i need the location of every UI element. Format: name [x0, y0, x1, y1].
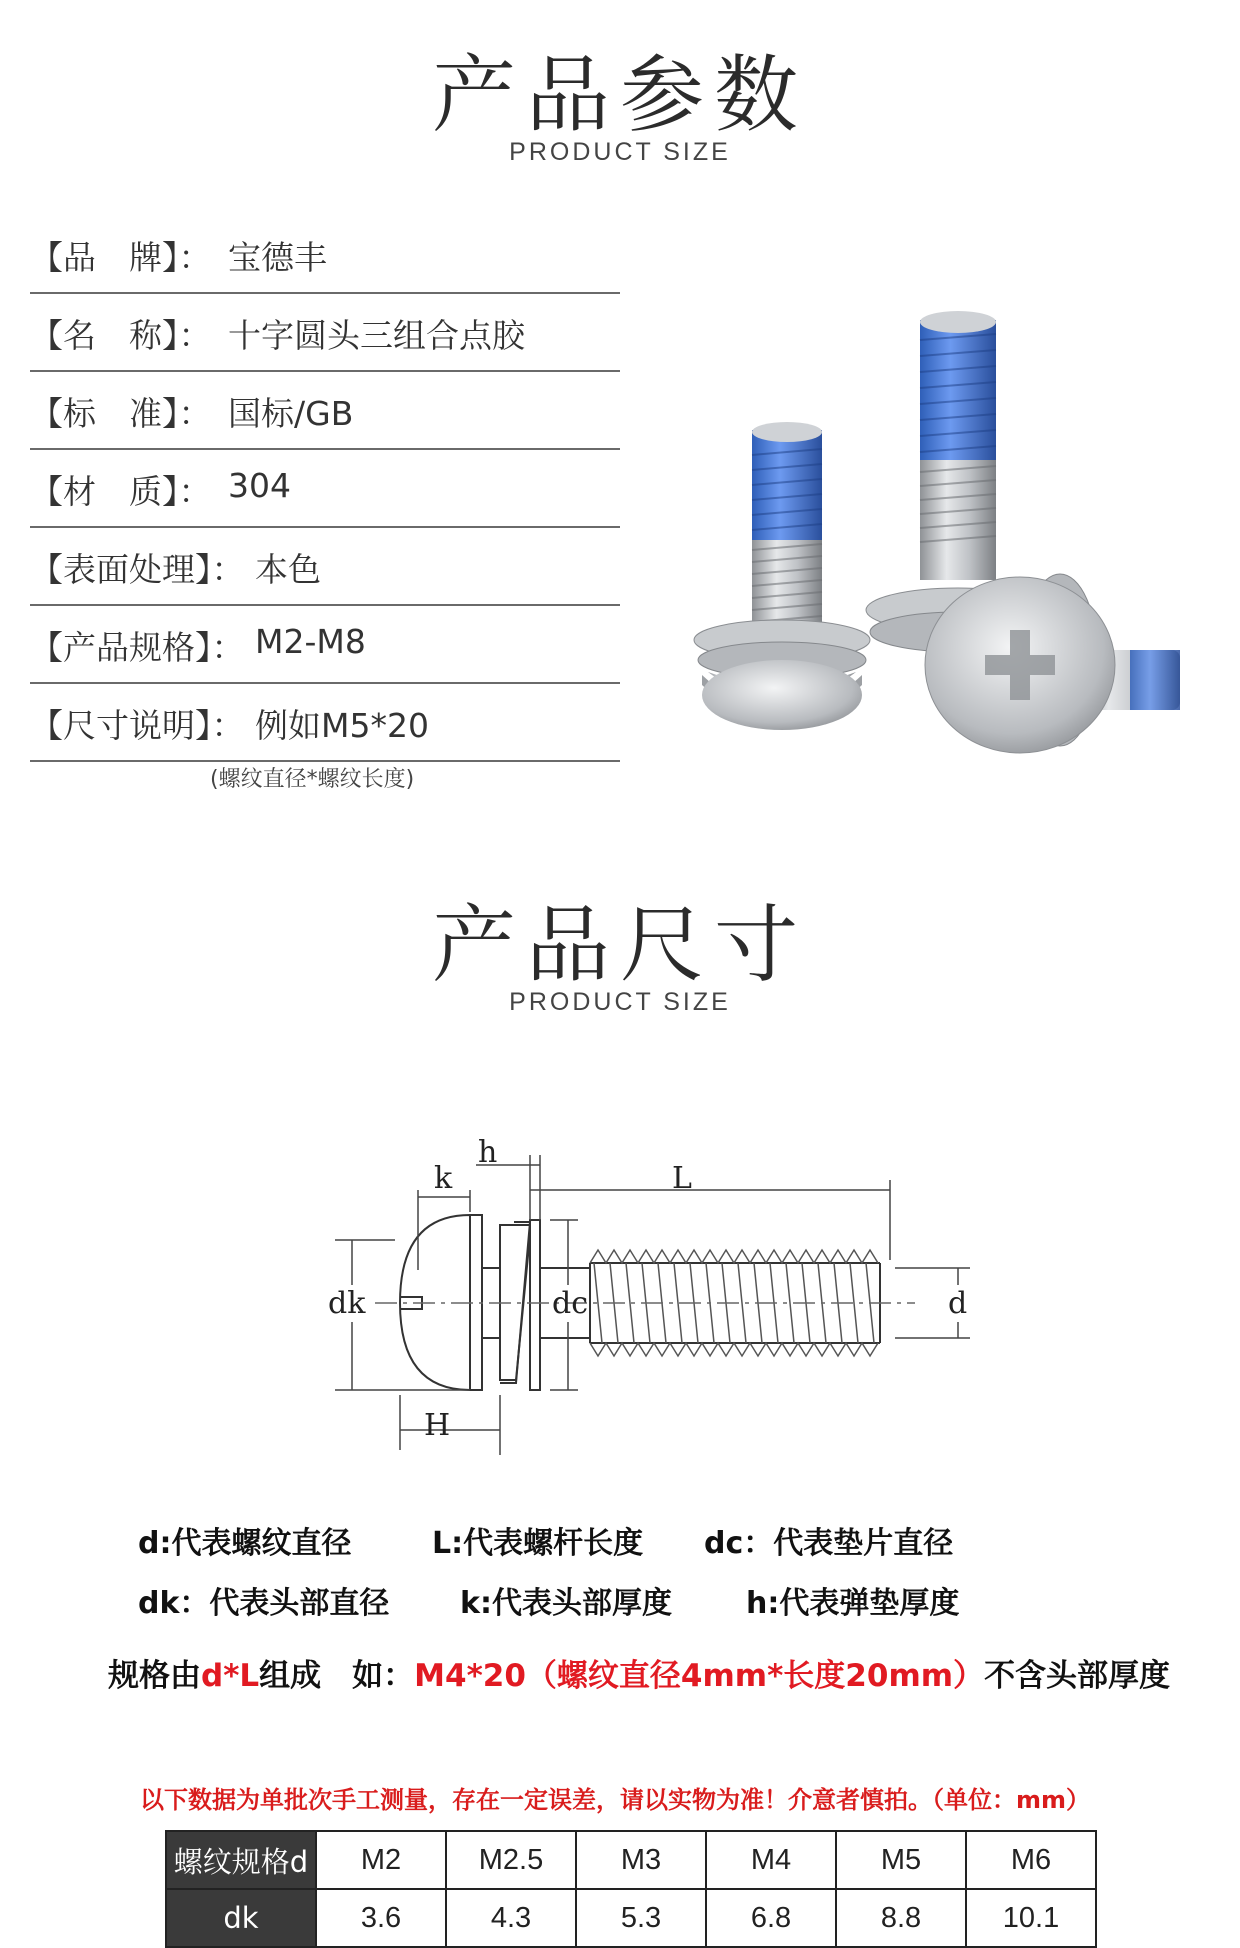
spec-value: 本色	[255, 550, 321, 589]
size-table	[165, 1830, 1097, 1948]
spec-label: 【品 牌】：	[30, 238, 212, 277]
dim-label-h: h	[478, 1135, 498, 1170]
legend-L: L:代表螺杆长度	[432, 1526, 644, 1561]
table-header-cell: 螺纹规格d	[166, 1831, 316, 1889]
dim-label-dk: dk	[328, 1286, 366, 1321]
spec-row-spec	[30, 604, 620, 684]
spec-value: 304	[228, 466, 291, 505]
section2-title: 产品尺寸	[431, 896, 808, 994]
spec-row-name	[30, 292, 620, 372]
table-cell: 5.3	[576, 1889, 706, 1947]
left-screw	[694, 422, 870, 730]
table-header-cell: dk	[166, 1889, 316, 1947]
table-row	[166, 1831, 1096, 1889]
spec-value: M2-M8	[255, 622, 366, 661]
spec-value: 例如M5*20	[255, 706, 429, 745]
screw-photo	[690, 280, 1210, 760]
legend-dk: dk：代表头部直径	[138, 1586, 390, 1621]
legend-h: h:代表弹垫厚度	[746, 1586, 960, 1621]
spec-note: (螺纹直径*螺纹长度)	[210, 767, 415, 792]
section1-title: 产品参数	[431, 46, 808, 144]
dim-label-d: d	[948, 1286, 968, 1321]
spec-label: 【产品规格】：	[30, 628, 245, 667]
table-cell: M3	[576, 1831, 706, 1889]
spec-row-standard	[30, 370, 620, 450]
table-cell: 3.6	[316, 1889, 446, 1947]
table-cell: 10.1	[966, 1889, 1096, 1947]
table-cell: 4.3	[446, 1889, 576, 1947]
table-cell: 8.8	[836, 1889, 966, 1947]
table-cell: M4	[706, 1831, 836, 1889]
legend-d: d:代表螺纹直径	[138, 1526, 352, 1561]
spec-row-surface	[30, 526, 620, 606]
table-cell: M2.5	[446, 1831, 576, 1889]
table-cell: M2	[316, 1831, 446, 1889]
measurement-disclaimer: 以下数据为单批次手工测量，存在一定误差，请以实物为准！介意者慎拍。（单位：mm）	[140, 1786, 1091, 1814]
right-screw	[925, 574, 1180, 753]
spec-formula-part: 规格由	[108, 1658, 201, 1694]
section1-subtitle: PRODUCT SIZE	[509, 138, 731, 166]
table-cell: 6.8	[706, 1889, 836, 1947]
dim-label-k: k	[434, 1161, 453, 1196]
spec-value: 国标/GB	[228, 394, 354, 433]
dim-label-L: L	[672, 1161, 692, 1196]
spec-label: 【尺寸说明】：	[30, 706, 245, 745]
table-cell: M5	[836, 1831, 966, 1889]
spec-label: 【标 准】：	[30, 394, 212, 433]
legend-dc: dc：代表垫片直径	[704, 1526, 954, 1561]
spec-formula-part: 不含头部厚度	[984, 1658, 1171, 1694]
spec-label: 【名 称】：	[30, 316, 212, 355]
spec-label: 【材 质】：	[30, 472, 212, 511]
spec-formula-example: M4*20（螺纹直径4mm*长度20mm）	[414, 1658, 985, 1694]
spec-value: 宝德丰	[228, 238, 327, 277]
spec-formula-highlight: d*L	[201, 1658, 260, 1694]
table-cell: M6	[966, 1831, 1096, 1889]
spec-row-material	[30, 448, 620, 528]
legend-k: k:代表头部厚度	[460, 1586, 672, 1621]
dim-label-dc: dc	[552, 1286, 589, 1321]
spec-row-size	[30, 682, 620, 762]
section2-subtitle: PRODUCT SIZE	[509, 988, 731, 1016]
dimension-diagram	[0, 1120, 1240, 1480]
spec-value: 十字圆头三组合点胶	[228, 316, 525, 355]
spec-label: 【表面处理】：	[30, 550, 245, 589]
dim-label-H: H	[424, 1408, 451, 1443]
table-row	[166, 1889, 1096, 1947]
spec-row-brand	[30, 214, 620, 294]
spec-formula	[108, 1650, 1170, 1695]
spec-formula-part: 组成 如：	[259, 1658, 415, 1694]
